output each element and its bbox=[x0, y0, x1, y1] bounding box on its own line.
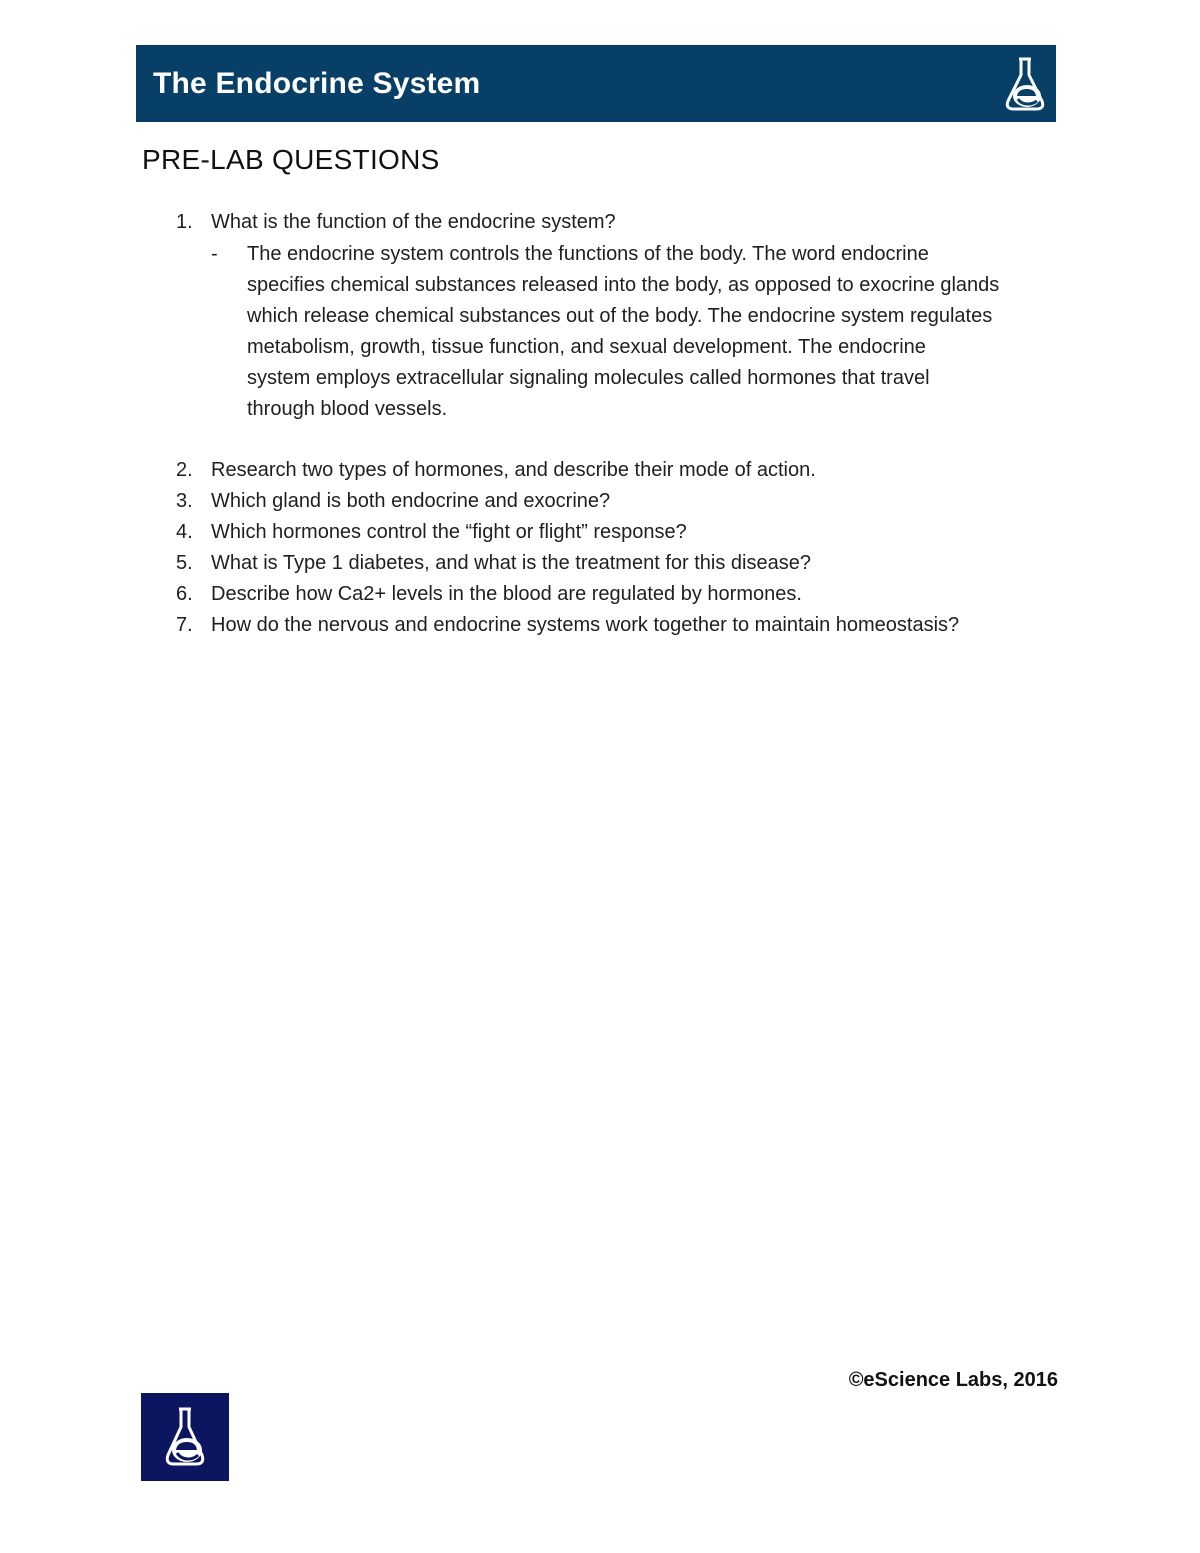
question-number: 6. bbox=[176, 583, 193, 605]
question-number: 5. bbox=[176, 552, 193, 574]
question-text: What is the function of the endocrine system? bbox=[211, 211, 616, 233]
flask-e-logo-icon bbox=[162, 1406, 208, 1468]
answer-block bbox=[247, 239, 1067, 425]
question-text: How do the nervous and endocrine systems work together to maintain homeostasis? bbox=[211, 614, 960, 636]
question-number: 1. bbox=[176, 211, 193, 233]
footer-logo bbox=[141, 1393, 229, 1481]
question-text: Which hormones control the “fight or flight” response? bbox=[211, 521, 687, 543]
document-title: The Endocrine System bbox=[153, 67, 481, 100]
copyright-notice: ©eScience Labs, 2016 bbox=[848, 1369, 1058, 1391]
answer-line: The endocrine system controls the functions of the body. The word endocrine bbox=[247, 243, 929, 265]
answer-line: through blood vessels. bbox=[247, 398, 448, 420]
question-list bbox=[0, 0, 1200, 700]
question-text: Research two types of hormones, and describe their mode of action. bbox=[211, 459, 816, 481]
answer-line: which release chemical substances out of the body. The endocrine system regulates bbox=[247, 305, 993, 327]
question-number: 3. bbox=[176, 490, 193, 512]
question-number: 2. bbox=[176, 459, 193, 481]
answer-line: system employs extracellular signaling molecules called hormones that travel bbox=[247, 367, 930, 389]
question-text: What is Type 1 diabetes, and what is the treatment for this disease? bbox=[211, 552, 811, 574]
question-number: 7. bbox=[176, 614, 193, 636]
question-number: 4. bbox=[176, 521, 193, 543]
section-heading: PRE-LAB QUESTIONS bbox=[142, 144, 440, 175]
question-text: Describe how Ca2+ levels in the blood are regulated by hormones. bbox=[211, 583, 802, 605]
answer-dash: - bbox=[211, 243, 218, 265]
answer-line: metabolism, growth, tissue function, and sexual development. The endocrine bbox=[247, 336, 926, 358]
answer-line: specifies chemical substances released into the body, as opposed to exocrine glands bbox=[247, 274, 1000, 296]
question-text: Which gland is both endocrine and exocrine? bbox=[211, 490, 611, 512]
